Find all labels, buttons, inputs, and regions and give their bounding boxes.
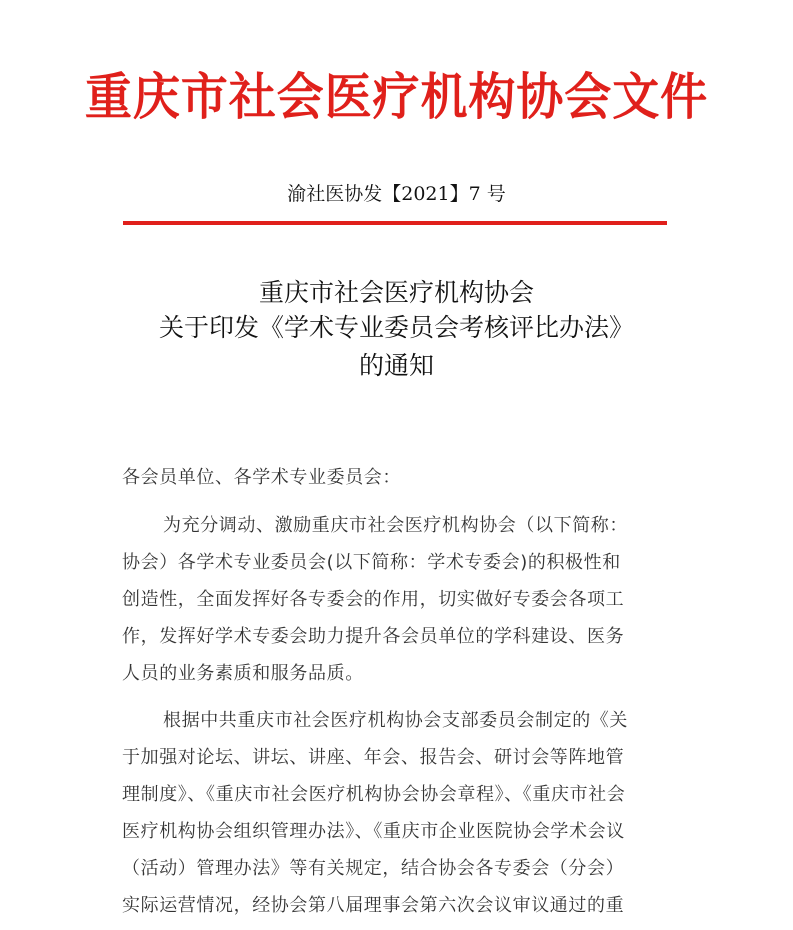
paragraph-2-line-6: 实际运营情况，经协会第八届理事会第六次会议审议通过的重 xyxy=(122,895,625,916)
paragraph-2-line-1: 根据中共重庆市社会医疗机构协会支部委员会制定的《关 xyxy=(163,710,628,731)
red-divider xyxy=(123,221,667,225)
org-header: 重庆市社会医疗机构协会文件 xyxy=(84,68,709,126)
title-line-1: 重庆市社会医疗机构协会 xyxy=(258,278,534,307)
paragraph-1-line-3: 创造性，全面发挥好各专委会的作用，切实做好专委会各项工 xyxy=(122,589,625,610)
paragraph-2-line-2: 于加强对论坛、讲坛、讲座、年会、报告会、研讨会等阵地管 xyxy=(122,747,625,768)
paragraph-2-line-3: 理制度》、《重庆市社会医疗机构协会协会章程》、《重庆市社会 xyxy=(122,784,626,805)
title-line-2: 关于印发《学术专业委员会考核评比办法》 xyxy=(158,313,634,342)
paragraph-2-line-4: 医疗机构协会组织管理办法》、《重庆市企业医院协会学术会议 xyxy=(122,821,625,842)
paragraph-1-line-4: 作，发挥好学术专委会助力提升各会员单位的学科建设、医务 xyxy=(122,626,625,647)
paragraph-2-line-5: （活动）管理办法》等有关规定，结合协会各专委会（分会） xyxy=(122,858,625,879)
title-line-3: 的通知 xyxy=(358,351,434,380)
salutation: 各会员单位、各学术专业委员会： xyxy=(122,467,401,488)
paragraph-1-line-5: 人员的业务素质和服务品质。 xyxy=(122,663,364,684)
paragraph-1-line-2: 协会）各学术专业委员会(以下简称：学术专委会)的积极性和 xyxy=(122,552,621,573)
doc-number: 渝社医协发【2021】7 号 xyxy=(287,183,506,205)
paragraph-1-line-1: 为充分调动、激励重庆市社会医疗机构协会（以下简称： xyxy=(163,515,628,536)
